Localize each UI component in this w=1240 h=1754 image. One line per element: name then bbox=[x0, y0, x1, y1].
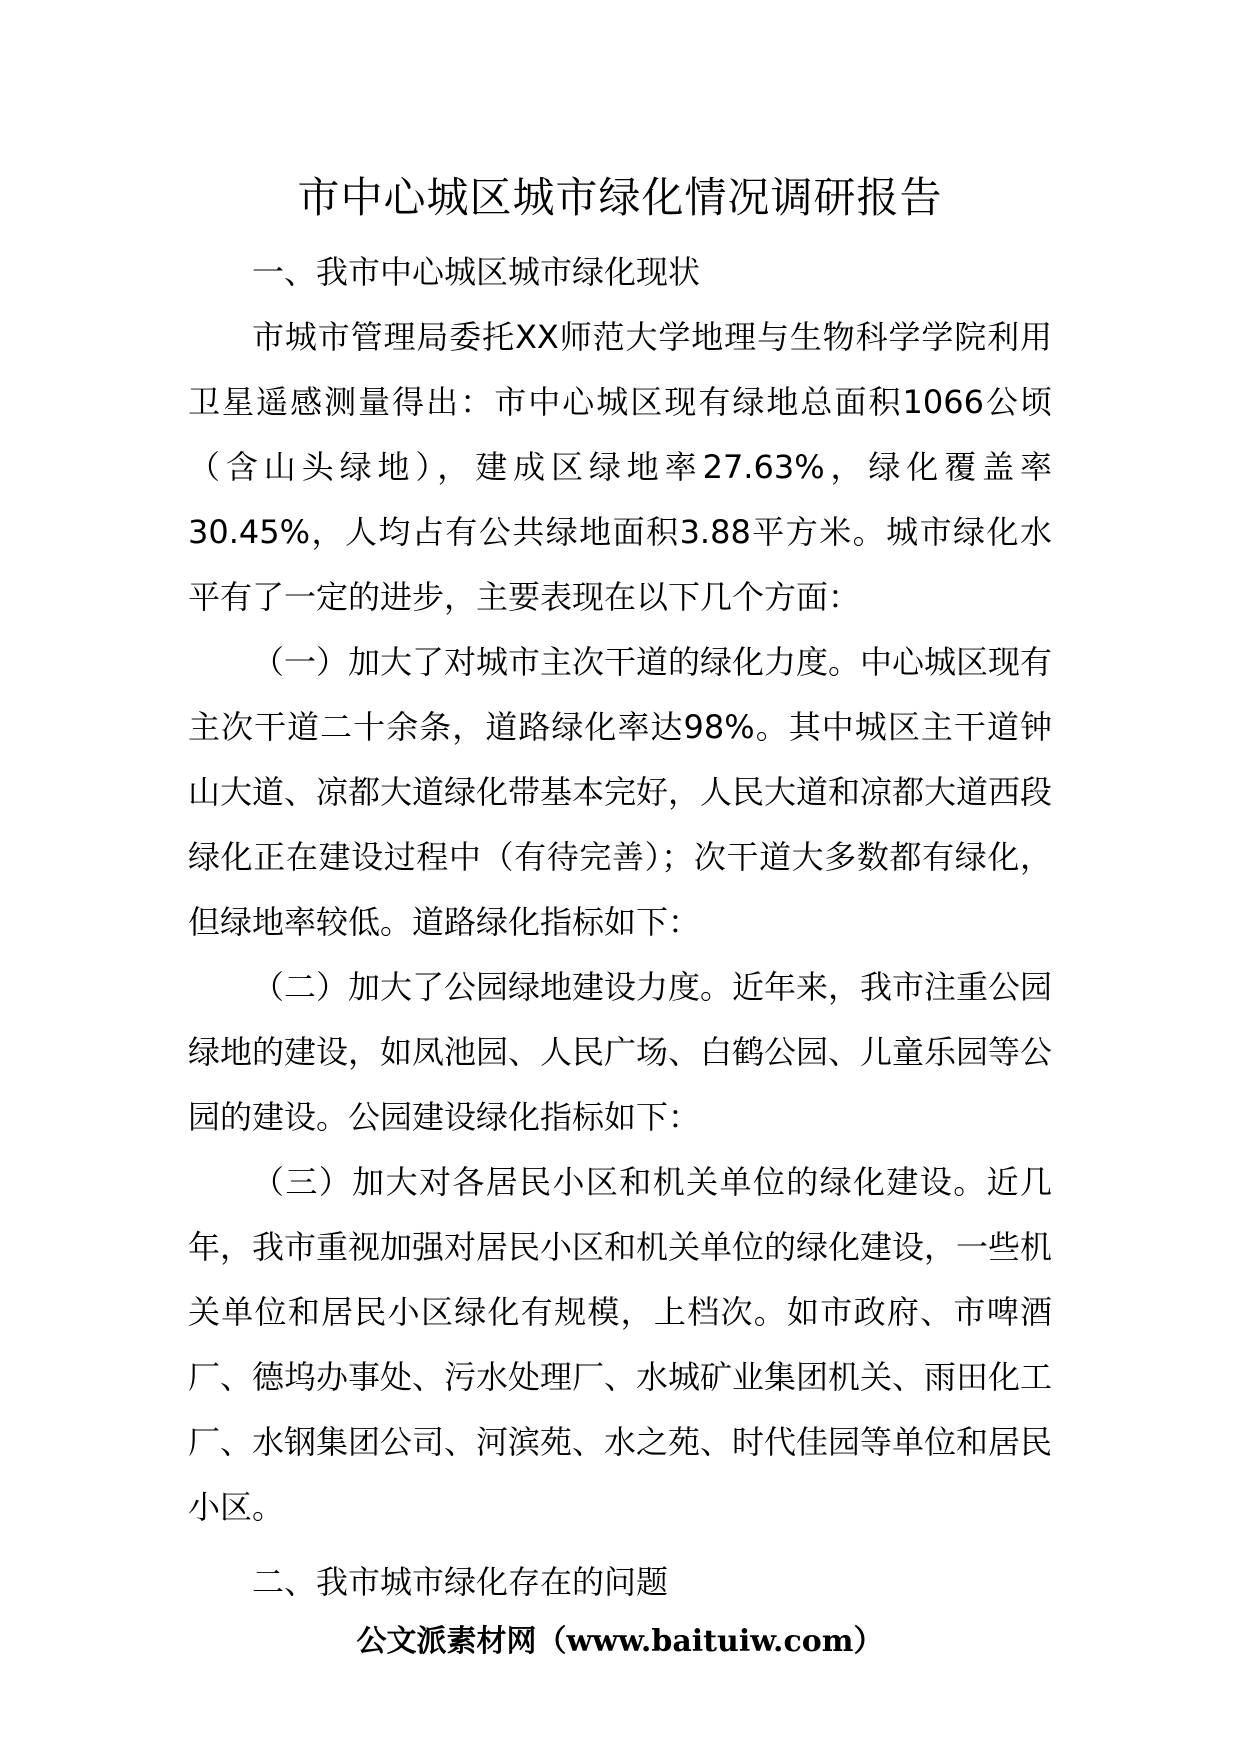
paragraph-parks: （二）加大了公园绿地建设力度。近年来，我市注重公园绿地的建设，如凤池园、人民广场、白鹤公园、儿童乐园等公园的建设。公园建设绿化指标如下： bbox=[188, 968, 1053, 1136]
paragraph-residential: （三）加大对各居民小区和机关单位的绿化建设。近几年，我市重视加强对居民小区和机关单位的绿化建设，一些机关单位和居民小区绿化有规模，上档次。如市政府、市啤酒厂、德坞办事处、污水处理厂、水城矿业集团机关、雨田化工厂、水钢集团公司、河滨苑、水之苑、时代佳园等单位和居民小区。 bbox=[188, 1163, 1053, 1526]
section-heading-2: 二、我市城市绿化存在的问题 bbox=[252, 1563, 669, 1601]
document-title: 市中心城区城市绿化情况调研报告 bbox=[297, 173, 943, 222]
footer-watermark: 公文派素材网（www.baituiw.com） bbox=[356, 1624, 884, 1659]
section-heading-1: 一、我市中心城区城市绿化现状 bbox=[252, 253, 701, 291]
paragraph-roads: （一）加大了对城市主次干道的绿化力度。中心城区现有主次干道二十余条，道路绿化率达98%。其中城区主干道钟山大道、凉都大道绿化带基本完好，人民大道和凉都大道西段绿化正在建设过程中（有待完善）；次干道大多数都有绿化，但绿地率较低。道路绿化指标如下： bbox=[188, 643, 1053, 941]
document-body bbox=[188, 240, 1052, 1615]
paragraph-status: 市城市管理局委托XX师范大学地理与生物科学学院利用卫星遥感测量得出：市中心城区现有绿地总面积1066公顷（含山头绿地），建成区绿地率27.63%，绿化覆盖率30.45%，人均占有公共绿地面积3.88平方米。城市绿化水平有了一定的进步，主要表现在以下几个方面： bbox=[188, 318, 1052, 616]
